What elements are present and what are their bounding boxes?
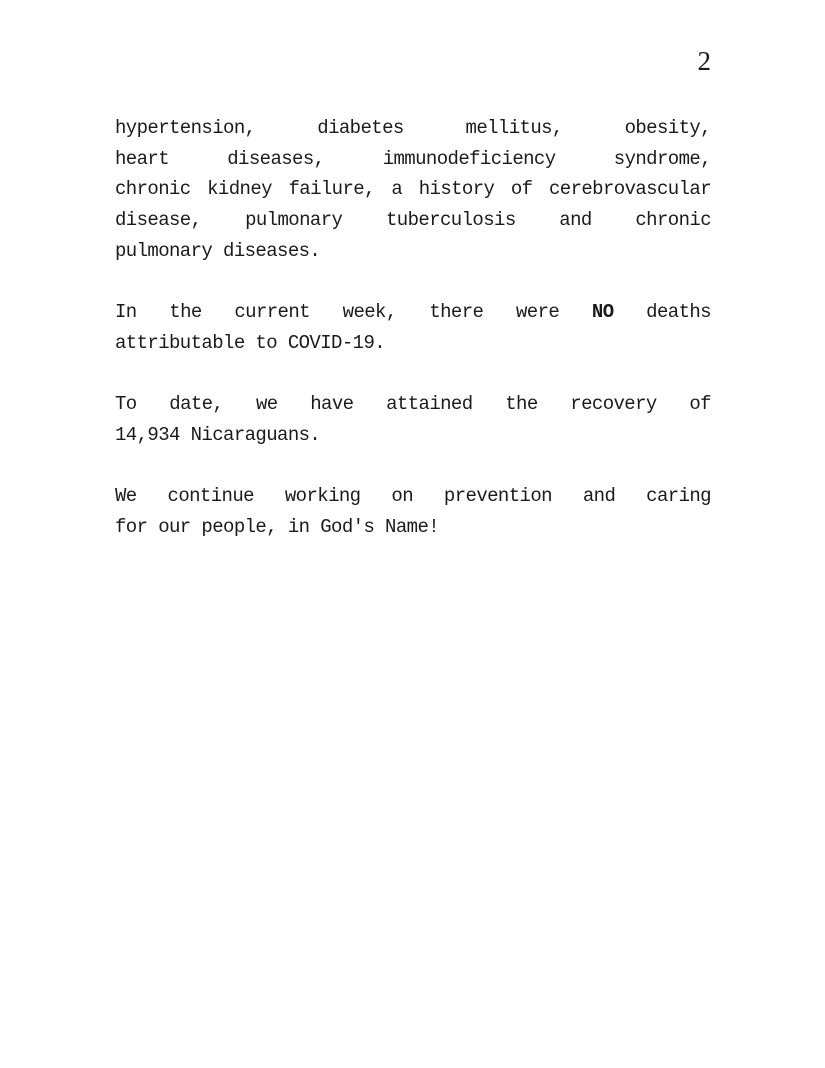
text-segment: for our people, in God's Name! [115, 516, 440, 539]
bold-text: NO [591, 301, 614, 324]
text-segment: In the current week, there were [115, 301, 592, 324]
text-line [115, 512, 711, 543]
text-segment: pulmonary diseases. [115, 239, 321, 262]
page-number: 2 [697, 46, 711, 76]
text-segment: We continue working on prevention and caring [115, 485, 711, 508]
paragraph [115, 481, 711, 542]
text-segment: heart diseases, immunodeficiency syndrome, [115, 147, 711, 170]
paragraph [115, 113, 711, 267]
text-line [115, 144, 711, 175]
text-line [115, 205, 711, 236]
paragraph [115, 389, 711, 450]
text-segment: attributable to COVID-19. [115, 331, 386, 354]
text-line [115, 328, 711, 359]
text-line [115, 420, 711, 451]
text-segment: deaths [613, 301, 711, 324]
text-line [115, 389, 711, 420]
paragraph [115, 297, 711, 358]
text-segment: 14,934 Nicaraguans. [115, 424, 321, 446]
text-line [115, 113, 711, 144]
text-line [115, 174, 711, 205]
text-line [115, 481, 711, 512]
text-segment: disease, pulmonary tuberculosis and chronic [115, 209, 711, 232]
text-line [115, 297, 711, 328]
text-segment: chronic kidney failure, a history of cerebrovascular [115, 178, 711, 201]
text-line [115, 236, 711, 267]
text-segment: hypertension, diabetes mellitus, obesity, [115, 117, 711, 139]
document-body [115, 113, 711, 543]
text-segment: To date, we have attained the recovery of [115, 393, 711, 416]
